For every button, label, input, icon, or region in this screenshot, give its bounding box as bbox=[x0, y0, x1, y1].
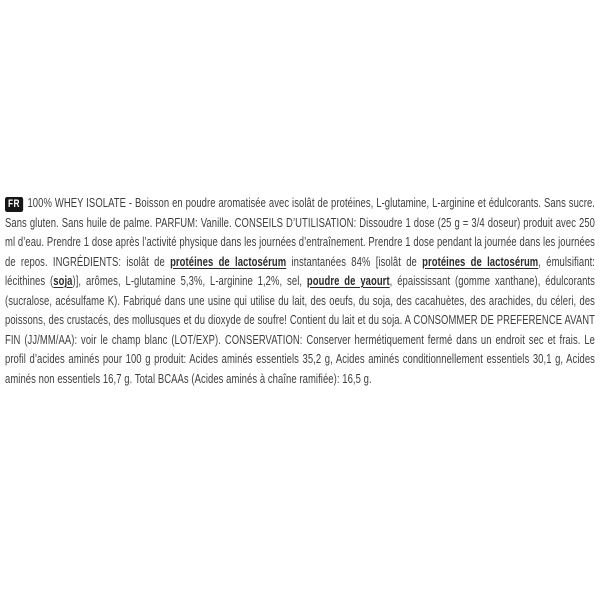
label-text-segment: , émulsifiant: lécithines ( bbox=[5, 254, 595, 288]
label-text-segment: , épaississant (gomme xanthane), édulcorants (sucralose, acésulfame K). Fabriqué dans une usine qui utilise du lait, des oeufs, du soja, des cacahuètes, des arachides, du céleri, des poissons, des crustacés, des mollusques et du dioxyde de soufre! Contient du lait et du soja. A CONSOMMER DE PREFERENCE AVANT FIN (JJ/MM/AA): voir le champ blanc (LOT/EXP). CONSERVATION: Conserver hermétiquement fermé dans un endroit sec et frais. Le profil d’acides aminés pour 100 g produit: Acides aminés essentiels 35,2 g, Acides aminés conditionnellement essentiels 30,1 g, Acides aminés non essentiels 16,7 g. Total BCAAs (Acides aminés à chaîne ramifiée): 16,5 g. bbox=[5, 274, 595, 386]
highlighted-ingredient: protéines de lactosérum bbox=[422, 254, 539, 269]
highlighted-ingredient: soja bbox=[53, 274, 73, 288]
highlighted-ingredient: poudre de yaourt bbox=[306, 274, 390, 288]
language-badge-fr: FR bbox=[5, 197, 23, 212]
label-text-segment: instantanées 84% [isolât de bbox=[286, 254, 423, 269]
label-text-segment: )], arômes, L-glutamine 5,3%, L-arginine 1,2%, sel, bbox=[72, 274, 307, 288]
highlighted-ingredient: protéines de lactosérum bbox=[170, 254, 287, 269]
label-text-segment: 100% WHEY ISOLATE - Boisson en poudre aromatisée avec isolât de protéines, L-glutamine, L-arginine et édulcorants. Sans sucre. Sans gluten. Sans huile de palme. PARFUM: Vanille. CONSEILS D’UTILISATION: Dissoudre 1 dose (25 g = 3/4 doseur) produit avec 250 ml d’eau. Prendre 1 dose après l’activité physique dans les journées d’entraînement. Prendre 1 dose pendant la journée dans les journées de repos. INGRÉDIENTS: isolât de bbox=[5, 196, 595, 269]
ingredients-block bbox=[5, 194, 595, 389]
label-text bbox=[5, 194, 595, 389]
